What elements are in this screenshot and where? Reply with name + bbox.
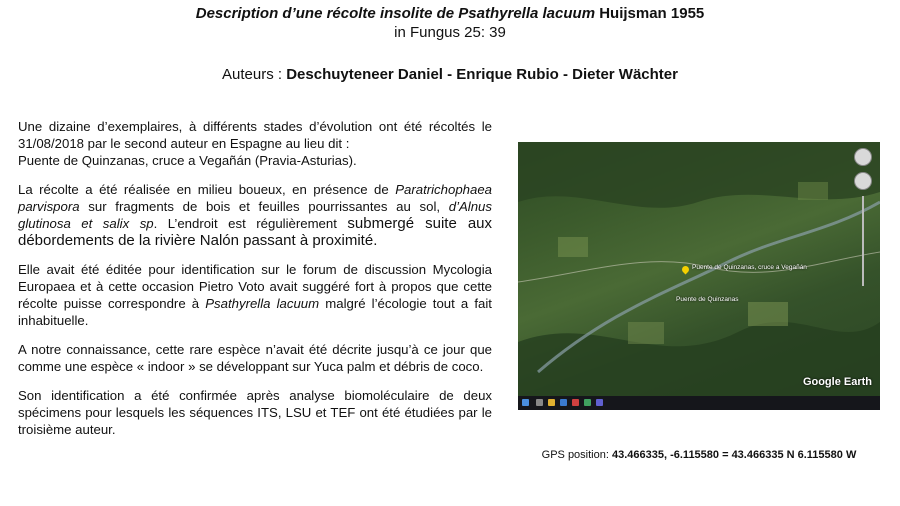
taskbar-icon-5 <box>584 399 591 406</box>
taskbar-icon-6 <box>596 399 603 406</box>
p2-species-1: Paratrichophaea parvispora <box>18 182 492 214</box>
taskbar-icon-2 <box>548 399 555 406</box>
pan-icon[interactable] <box>854 172 872 190</box>
paragraph-1 <box>18 118 492 169</box>
title-reference: in Fungus 25: 39 <box>394 24 506 41</box>
p3-text-a: Elle avait été éditée pour identification sur le forum de discussion Mycologia Europaea et à cette occasion Pietro Voto avait suggéré fort à propos que cette récolte puisse correspondre à <box>18 262 492 311</box>
taskbar-icon-3 <box>560 399 567 406</box>
paragraph-2 <box>18 181 492 249</box>
title-species: Psathyrella lacuum <box>458 5 596 22</box>
p2-text-a: La récolte a été réalisée en milieu boueux, en présence de <box>18 182 396 197</box>
windows-taskbar <box>518 396 880 410</box>
taskbar-icon-1 <box>536 399 543 406</box>
map-navigation-controls[interactable] <box>854 148 872 286</box>
google-earth-map-screenshot <box>518 142 880 410</box>
authors-names: Deschuyteneer Daniel - Enrique Rubio - Dieter Wächter <box>286 66 678 83</box>
paragraph-3 <box>18 261 492 329</box>
paragraph-5: Son identification a été confirmée après analyse biomoléculaire de deux spécimens pour lesquels les séquences ITS, LSU et TEF ont été étudiées par le troisième auteur. <box>18 388 492 437</box>
start-icon <box>522 399 529 406</box>
title-prefix: Description d’une récolte insolite de <box>195 5 459 22</box>
p2-emphasis: submergé suite aux débordements de la rivière Nalón passant à proximité. <box>18 215 492 249</box>
p3-species: Psathyrella lacuum <box>205 296 320 311</box>
paragraph-4: A notre connaissance, cette rare espèce n’avait été décrite jusqu’à ce jour que comme une espèce « indoor » se développant sur Yuca palm et débris de coco. <box>18 342 492 374</box>
title-author: Huijsman 1955 <box>595 5 705 22</box>
zoom-slider[interactable] <box>862 196 864 286</box>
taskbar-icon-4 <box>572 399 579 406</box>
gps-value: 43.466335, -6.115580 = 43.466335 N 6.115580 W <box>611 449 857 461</box>
p1-text: Une dizaine d’exemplaires, à différents stades d’évolution ont été récoltés le 31/08/2018 par le second auteur en Espagne au lieu dit : <box>18 119 492 151</box>
body-text <box>18 118 492 450</box>
map-label-main: Puente de Quinzanas, cruce a Vegañán <box>692 264 807 271</box>
authors-label: Auteurs : <box>222 66 287 83</box>
p2-species-2: d’Alnus glutinosa et salix sp <box>18 199 492 231</box>
p1-location: Puente de Quinzanas, cruce a Vegañán (Pravia-Asturias). <box>18 153 357 168</box>
p3-text-b: malgré l’écologie tout a fait inhabituelle. <box>18 296 492 328</box>
gps-position <box>518 449 880 461</box>
map-terrain <box>518 142 880 410</box>
p2-text-b: sur fragments de bois et feuilles pourrissantes au sol, <box>79 199 449 214</box>
map-label-secondary: Puente de Quinzanas <box>676 296 739 303</box>
google-earth-logo: Google Earth <box>802 376 872 388</box>
authors-line <box>0 66 900 83</box>
title-line <box>0 4 900 23</box>
document-title <box>0 4 900 42</box>
gps-label: GPS position: <box>541 449 612 461</box>
compass-icon[interactable] <box>854 148 872 166</box>
p2-text-c: . L’endroit est régulièrement <box>153 216 348 231</box>
